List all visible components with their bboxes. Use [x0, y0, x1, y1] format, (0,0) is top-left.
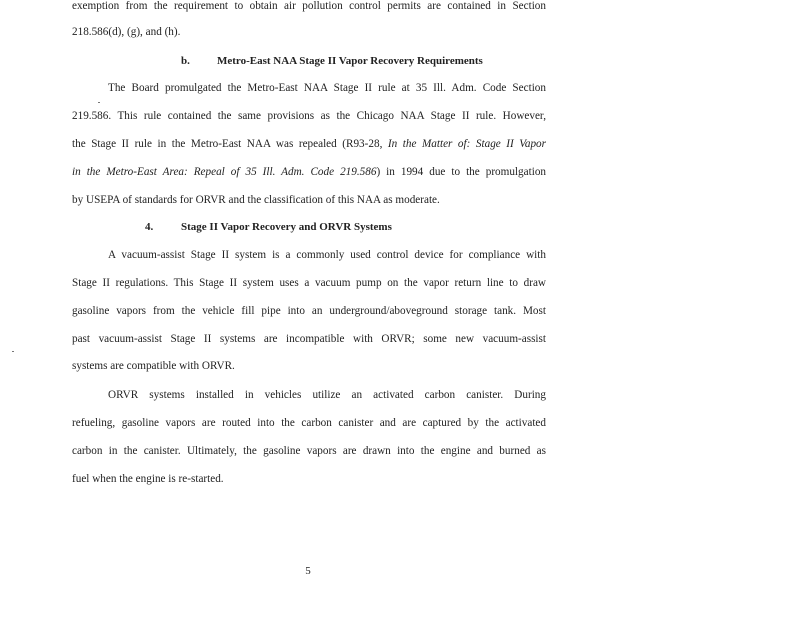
italic-case-title: in the Metro-East Area: Repeal of 35 Ill. Adm. Code 219.586 — [72, 166, 377, 178]
body-text-line: exemption from the requirement to obtain air pollution control permits are contained in Section — [72, 0, 546, 12]
section-heading: Stage II Vapor Recovery and ORVR Systems — [181, 221, 392, 233]
body-text-line: fuel when the engine is re-started. — [72, 473, 224, 485]
body-text-line: Stage II regulations. This Stage II system uses a vacuum pump on the vapor return line to draw — [72, 277, 546, 289]
body-text-line — [72, 137, 546, 151]
text-run: ) in 1994 due to the promulgation — [376, 166, 546, 178]
body-text-line: systems are compatible with ORVR. — [72, 360, 235, 372]
page-number: 5 — [305, 565, 311, 577]
body-text-line: carbon in the canister. Ultimately, the gasoline vapors are drawn into the engine and burned as — [72, 445, 546, 457]
scan-speck — [98, 102, 100, 103]
italic-case-title: In the Matter of: Stage II Vapor — [387, 138, 546, 150]
body-text-line: gasoline vapors from the vehicle fill pipe into an underground/aboveground storage tank. Most — [72, 305, 546, 317]
scan-speck — [12, 351, 14, 352]
body-text-line: 218.586(d), (g), and (h). — [72, 26, 181, 38]
body-text-line: The Board promulgated the Metro-East NAA Stage II rule at 35 Ill. Adm. Code Section — [108, 82, 546, 94]
section-number: 4. — [145, 221, 154, 233]
body-text-line — [72, 165, 546, 179]
body-text-line: past vacuum-assist Stage II systems are incompatible with ORVR; some new vacuum-assist — [72, 333, 546, 345]
body-text-line: ORVR systems installed in vehicles utilize an activated carbon canister. During — [108, 389, 546, 401]
section-heading: Metro-East NAA Stage II Vapor Recovery Requirements — [217, 55, 483, 67]
body-text-line: A vacuum-assist Stage II system is a commonly used control device for compliance with — [108, 249, 546, 261]
body-text-line: 219.586. This rule contained the same provisions as the Chicago NAA Stage II rule. However, — [72, 110, 546, 122]
body-text-line: refueling, gasoline vapors are routed into the carbon canister and are captured by the activated — [72, 417, 546, 429]
section-number: b. — [181, 55, 190, 67]
text-run: the Stage II rule in the Metro-East NAA was repealed (R93-28, — [72, 138, 388, 150]
body-text-line: by USEPA of standards for ORVR and the classification of this NAA as moderate. — [72, 194, 440, 206]
